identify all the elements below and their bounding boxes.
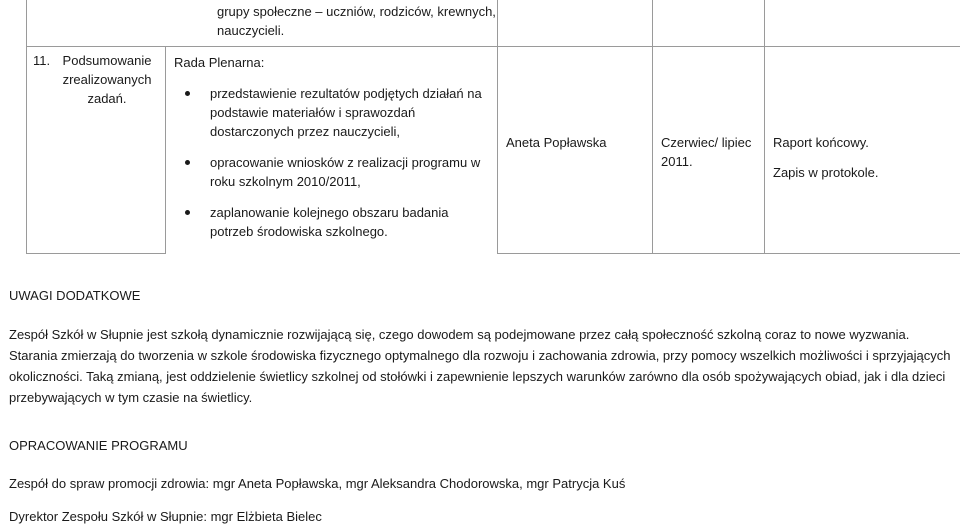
program-team: Zespół do spraw promocji zdrowia: mgr Aneta Popławska, mgr Aleksandra Chodorowska, mgr Patrycja Kuś bbox=[9, 474, 955, 493]
notes-title: UWAGI DODATKOWE bbox=[9, 286, 955, 305]
list-item: opracowanie wniosków z realizacji programu w roku szkolnym 2010/2011, bbox=[174, 153, 489, 191]
bullet-icon bbox=[185, 91, 190, 96]
responsible-person: Aneta Popławska bbox=[506, 133, 644, 152]
table-row-11 bbox=[27, 47, 960, 254]
date-cell bbox=[653, 47, 765, 254]
row-number: 11. bbox=[33, 51, 53, 108]
continuation-line-1: grupy społeczne – uczniów, rodziców, krewnych, bbox=[217, 2, 497, 21]
program-director: Dyrektor Zespołu Szkół w Słupnie: mgr Elżbieta Bielec bbox=[9, 507, 955, 526]
program-title: OPRACOWANIE PROGRAMU bbox=[9, 436, 955, 455]
list-item: przedstawienie rezultatów podjętych działań na podstawie materiałów i sprawozdań dostarczonych przez nauczycieli, bbox=[174, 84, 489, 141]
deadline: Czerwiec/ lipiec 2011. bbox=[661, 133, 756, 171]
continuation-line-2: nauczycieli. bbox=[217, 21, 497, 40]
plan-table bbox=[26, 0, 960, 254]
responsible-cell bbox=[498, 47, 653, 254]
task-header: Rada Plenarna: bbox=[174, 53, 489, 72]
row-label: Podsumowanie zrealizowanych zadań. bbox=[53, 51, 161, 108]
outcome-cell bbox=[765, 47, 960, 254]
notes-paragraph: Zespół Szkół w Słupnie jest szkołą dynamicznie rozwijającą się, czego dowodem są podejmowane przez całą społeczność szkolną coraz to nowe wyzwania. Starania zmierzają do tworzenia w szkole środowiska fizycznego optymalnego dla rozwoju i zachowania zdrowia, przy pomocy wszelkich możliwości i sprzyjających okoliczności. Taką zmianą, jest oddzielenie świetlicy szkolnej od stołówki i zapewnienie lepszych warunków zarówno dla osób spożywających obiad, jak i dla dzieci przebywających w tym czasie na świetlicy. bbox=[9, 324, 955, 408]
outcome-protocol: Zapis w protokole. bbox=[773, 163, 952, 182]
task-cell bbox=[166, 47, 498, 254]
table-row-continuation bbox=[27, 0, 960, 47]
bullet-icon bbox=[185, 210, 190, 215]
row-label-cell bbox=[27, 47, 166, 254]
continuation-cell bbox=[27, 0, 498, 47]
list-item: zaplanowanie kolejnego obszaru badania potrzeb środowiska szkolnego. bbox=[174, 203, 489, 241]
task-bullet-list bbox=[174, 84, 489, 241]
document-body bbox=[9, 286, 955, 526]
bullet-icon bbox=[185, 160, 190, 165]
outcome-report: Raport końcowy. bbox=[773, 133, 952, 152]
